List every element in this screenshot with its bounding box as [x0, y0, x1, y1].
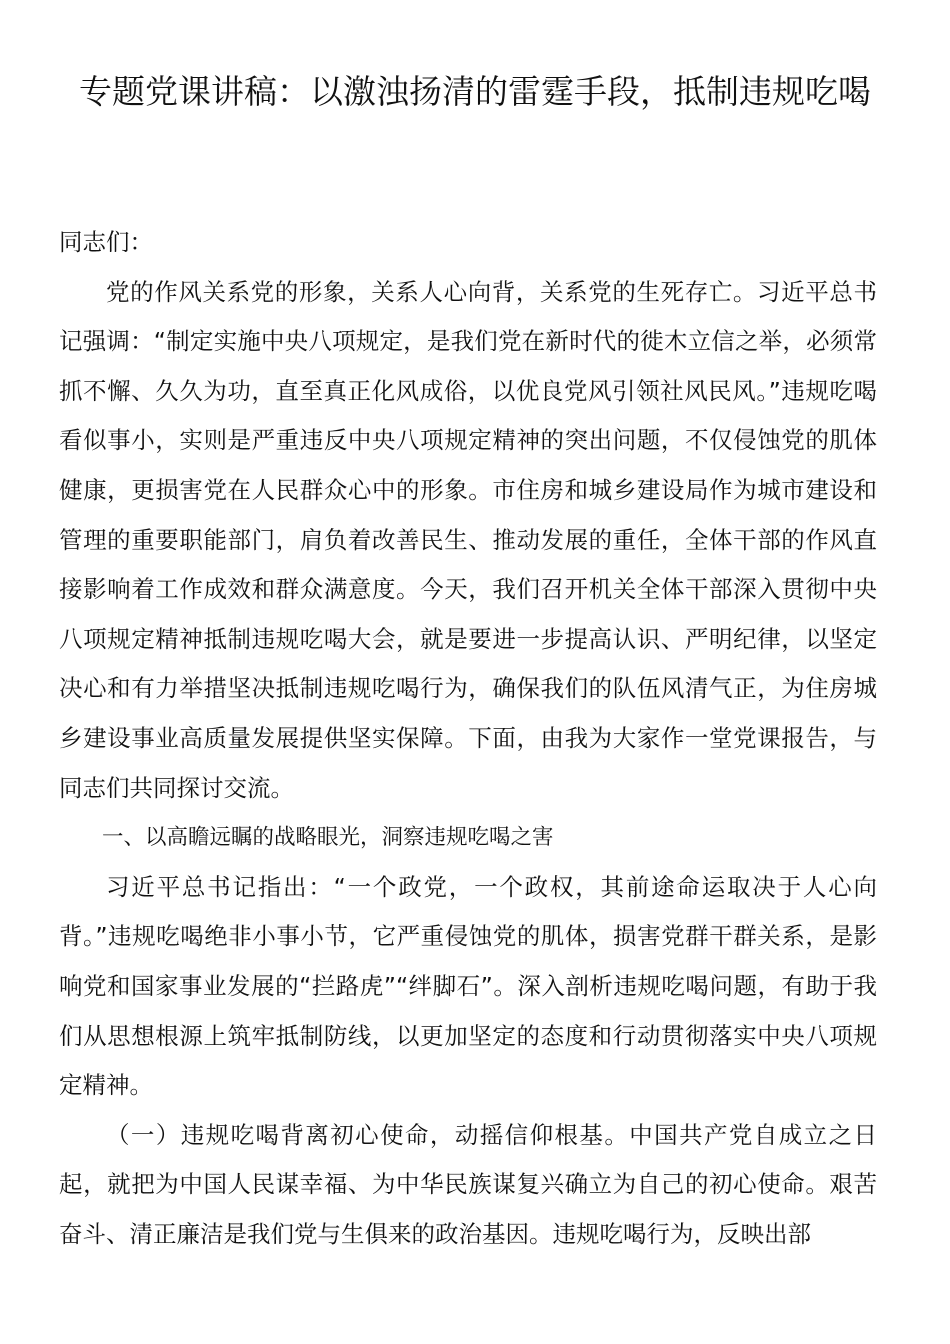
section-heading-1: 一、以高瞻远瞩的战略眼光，洞察违规吃喝之害: [102, 825, 554, 851]
document-title: 专题党课讲稿：以激浊扬清的雷霆手段，抵制违规吃喝: [79, 72, 871, 111]
document-body: [59, 218, 877, 1259]
paragraph-section-1: 习近平总书记指出：“一个政党，一个政权，其前途命运取决于人心向背。”违规吃喝绝非小事小节，它严重侵蚀党的肌体，损害党群干群关系，是影响党和国家事业发展的“拦路虎”“绊脚石”。深入剖析违规吃喝问题，有助于我们从思想根源上筑牢抵制防线，以更加坚定的态度和行动贯彻落实中央八项规定精神。: [59, 872, 877, 1100]
paragraph-subsection-1: （一）违规吃喝背离初心使命，动摇信仰根基。中国共产党自成立之日起，就把为中国人民谋幸福、为中华民族谋复兴确立为自己的初心使命。艰苦奋斗、清正廉洁是我们党与生俱来的政治基因。违规吃喝行为，反映出部: [59, 1120, 877, 1248]
paragraph-intro: 党的作风关系党的形象，关系人心向背，关系党的生死存亡。习近平总书记强调：“制定实施中央八项规定，是我们党在新时代的徙木立信之举，必须常抓不懈、久久为功，直至真正化风成俗，以优良党风引领社风民风。”违规吃喝看似事小，实则是严重违反中央八项规定精神的突出问题，不仅侵蚀党的肌体健康，更损害党在人民群众心中的形象。市住房和城乡建设局作为城市建设和管理的重要职能部门，肩负着改善民生、推动发展的重任，全体干部的作风直接影响着工作成效和群众满意度。今天，我们召开机关全体干部深入贯彻中央八项规定精神抵制违规吃喝大会，就是要进一步提高认识、严明纪律，以坚定决心和有力举措坚决抵制违规吃喝行为，确保我们的队伍风清气正，为住房城乡建设事业高质量发展提供坚实保障。下面，由我为大家作一堂党课报告，与同志们共同探讨交流。: [59, 277, 877, 802]
greeting: 同志们：: [59, 228, 153, 256]
